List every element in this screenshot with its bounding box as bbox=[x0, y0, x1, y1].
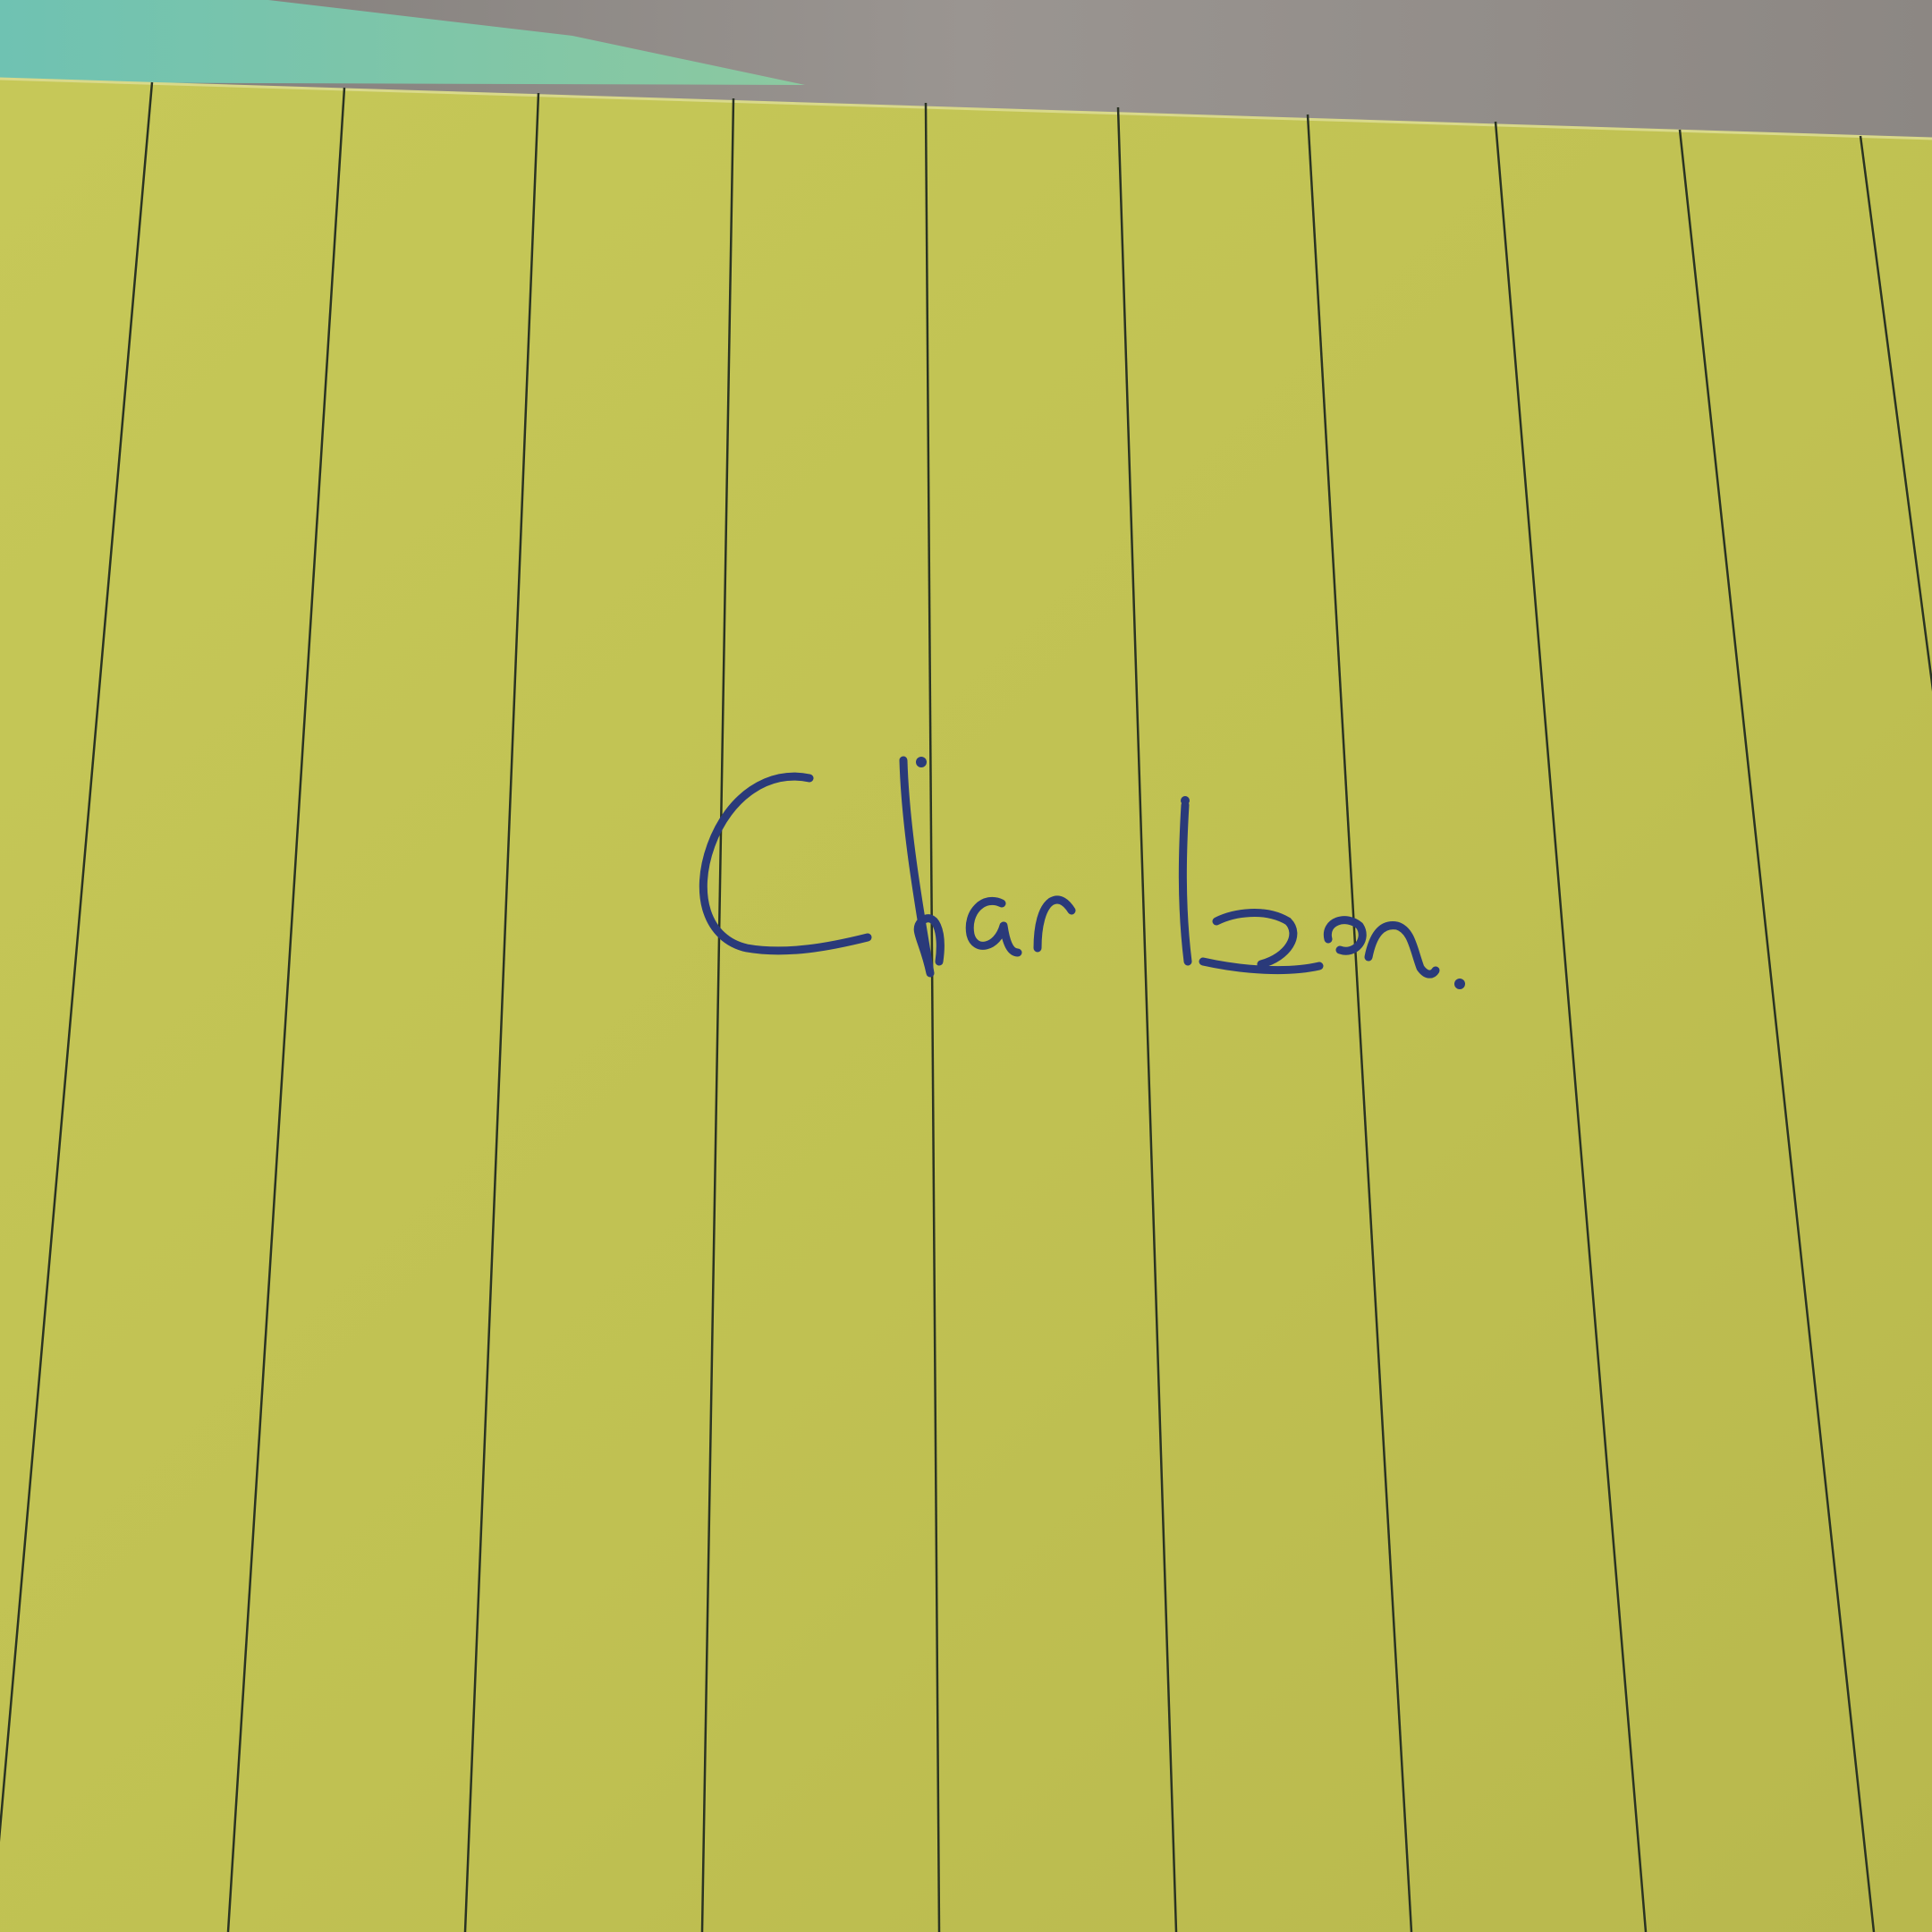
ink-dot-l-top bbox=[1181, 796, 1190, 805]
ink-dot-top bbox=[916, 757, 927, 767]
ink-dot-period bbox=[1454, 979, 1465, 989]
index-card bbox=[0, 79, 1932, 1932]
